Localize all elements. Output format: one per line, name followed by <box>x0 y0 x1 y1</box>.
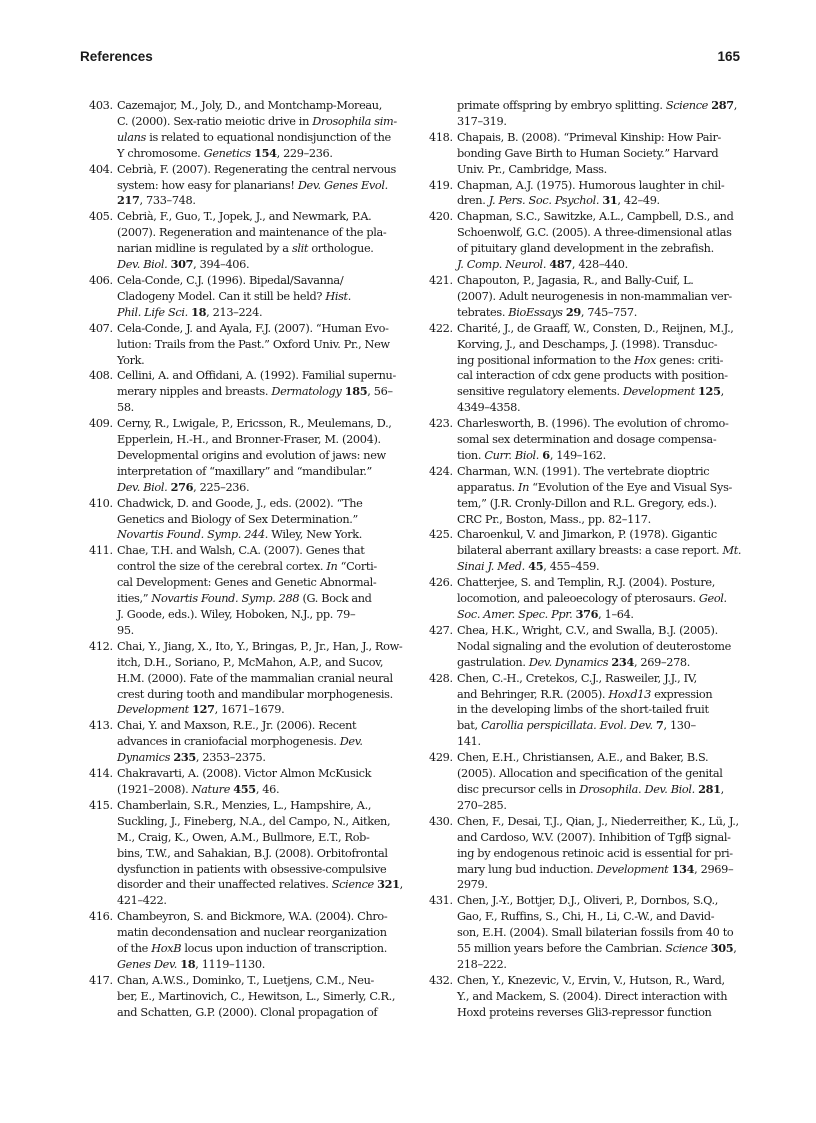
reference-line: Chen, C.-H., Cretekos, C.J., Rasweiler, J.J., IV, <box>457 671 697 685</box>
reference-number: 421. <box>429 273 453 287</box>
reference-line: Cladogeny Model. Can it still be held? Hist. <box>117 289 351 303</box>
reference-line: Charlesworth, B. (1996). The evolution of chromo- <box>457 417 729 431</box>
reference-line: Chen, F., Desai, T.J., Qian, J., Niederreither, K., Lü, J., <box>457 814 739 828</box>
reference-number: 412. <box>89 639 113 653</box>
reference-entry <box>429 893 741 973</box>
reference-line: apparatus. In “Evolution of the Eye and Visual Sys- <box>457 480 732 494</box>
reference-line: control the size of the cerebral cortex. In “Corti- <box>117 560 377 574</box>
reference-line: locomotion, and paleoecology of pterosaurs. Geol. <box>457 592 727 606</box>
reference-line: 218–222. <box>457 957 507 971</box>
reference-line: (1921–2008). Nature 455, 46. <box>117 781 280 796</box>
reference-line: Dynamics 235, 2353–2375. <box>117 750 266 765</box>
reference-line: M., Craig, K., Owen, A.M., Bullmore, E.T., Rob- <box>117 830 370 844</box>
reference-line: ber, E., Martinovich, C., Hewitson, L., Simerly, C.R., <box>117 989 396 1003</box>
reference-number: 407. <box>89 321 113 335</box>
reference-line: cal interaction of cdx gene products with position- <box>457 369 728 383</box>
reference-line: Chae, T.H. and Walsh, C.A. (2007). Genes that <box>117 544 365 558</box>
reference-line: matin decondensation and nuclear reorganization <box>117 926 387 940</box>
reference-line: cal Development: Genes and Genetic Abnormal- <box>117 576 377 590</box>
reference-line: advances in craniofacial morphogenesis. Dev. <box>117 735 363 749</box>
reference-number: 417. <box>89 973 113 987</box>
reference-line: bat, Carollia perspicillata. Evol. Dev. 7, 130– <box>457 718 696 733</box>
reference-line: York. <box>117 353 145 367</box>
reference-line: ulans is related to equational nondisjunction of the <box>117 130 391 144</box>
reference-entry <box>429 527 741 575</box>
reference-entry <box>89 909 401 973</box>
reference-line: 58. <box>117 401 134 415</box>
running-header <box>80 49 740 71</box>
reference-entry <box>89 798 401 909</box>
reference-line: Chai, Y., Jiang, X., Ito, Y., Bringas, P., Jr., Han, J., Row- <box>117 639 403 653</box>
reference-line: bins, T.W., and Sahakian, B.J. (2008). Orbitofrontal <box>117 846 388 860</box>
reference-line: son, E.H. (2004). Small bilaterian fossils from 40 to <box>457 926 734 940</box>
reference-line: somal sex determination and dosage compensa- <box>457 433 717 447</box>
reference-entry <box>89 209 401 273</box>
reference-number: 428. <box>429 671 453 685</box>
reference-line: Cela-Conde, J. and Ayala, F.J. (2007). “Human Evo- <box>117 321 389 335</box>
reference-line: Y., and Mackem, S. (2004). Direct interaction with <box>457 989 728 1003</box>
reference-line: Dev. Biol. 307, 394–406. <box>117 257 250 272</box>
reference-line: Schoenwolf, G.C. (2005). A three-dimensional atlas <box>457 226 732 240</box>
reference-line: and Behringer, R.R. (2005). Hoxd13 expression <box>457 687 713 701</box>
reference-entry <box>89 639 401 719</box>
reference-number: 418. <box>429 130 453 144</box>
reference-line: system: how easy for planarians! Dev. Genes Evol. <box>117 178 388 192</box>
reference-entry <box>429 671 741 751</box>
reference-number: 426. <box>429 576 453 590</box>
reference-line: Chadwick, D. and Goode, J., eds. (2002). “The <box>117 496 363 510</box>
reference-number: 415. <box>89 798 113 812</box>
reference-line: interpretation of “maxillary” and “mandibular.” <box>117 464 372 478</box>
reference-line: Cebrià, F., Guo, T., Jopek, J., and Newmark, P.A. <box>117 210 372 224</box>
reference-line: Chan, A.W.S., Dominko, T., Luetjens, C.M., Neu- <box>117 973 374 987</box>
reference-line: of the HoxB locus upon induction of transcription. <box>117 942 387 956</box>
reference-number: 422. <box>429 321 453 335</box>
reference-line: lution: Trails from the Past.” Oxford Univ. Pr., New <box>117 337 390 351</box>
reference-line: ing positional information to the Hox genes: criti- <box>457 353 724 367</box>
reference-line: 4349–4358. <box>457 401 521 415</box>
reference-line: Cela-Conde, C.J. (1996). Bipedal/Savanna/ <box>117 273 344 287</box>
reference-line: Charoenkul, V. and Jimarkon, P. (1978). Gigantic <box>457 528 717 542</box>
reference-entry <box>429 178 741 210</box>
reference-line: ities,” Novartis Found. Symp. 288 (G. Bock and <box>117 592 372 606</box>
reference-line: Sinai J. Med. 45, 455–459. <box>457 559 600 574</box>
reference-line: (2007). Adult neurogenesis in non-mammalian ver- <box>457 289 732 303</box>
reference-line: Cellini, A. and Offidani, A. (1992). Familial supernu- <box>117 369 396 383</box>
reference-line: Soc. Amer. Spec. Ppr. 376, 1–64. <box>457 607 634 621</box>
reference-line: 2979. <box>457 878 488 892</box>
reference-line: and Schatten, G.P. (2000). Clonal propagation of <box>117 1005 378 1019</box>
reference-line: Hoxd proteins reverses Gli3-repressor function <box>457 1005 712 1019</box>
reference-entry <box>89 368 401 416</box>
reference-entry <box>89 718 401 766</box>
reference-line: Cerny, R., Lwigale, P., Ericsson, R., Meulemans, D., <box>117 417 392 431</box>
reference-line: 270–285. <box>457 798 507 812</box>
reference-line: Dev. Biol. 276, 225–236. <box>117 479 250 494</box>
reference-line: Phil. Life Sci. 18, 213–224. <box>117 304 263 319</box>
reference-entry <box>89 543 401 638</box>
reference-line: Cazemajor, M., Joly, D., and Montchamp-Moreau, <box>117 99 382 112</box>
reference-line: 317–319. <box>457 114 507 128</box>
reference-line: Development 127, 1671–1679. <box>117 702 285 717</box>
reference-line: Chapman, A.J. (1975). Humorous laughter in chil- <box>457 178 725 192</box>
reference-line: Chapouton, P., Jagasia, R., and Bally-Cuif, L. <box>457 273 694 287</box>
reference-line: itch, D.H., Soriano, P., McMahon, A.P., and Sucov, <box>117 655 384 669</box>
reference-line: Chapman, S.C., Sawitzke, A.L., Campbell, D.S., and <box>457 210 734 224</box>
reference-entry <box>89 273 401 321</box>
reference-line: Chambeyron, S. and Bickmore, W.A. (2004). Chro- <box>117 910 388 924</box>
reference-line: CRC Pr., Boston, Mass., pp. 82–117. <box>457 512 651 526</box>
reference-entry <box>89 321 401 369</box>
reference-line: disc precursor cells in Drosophila. Dev. Biol. 281, <box>457 781 724 796</box>
reference-entry <box>429 273 741 321</box>
reference-line: Epperlein, H.-H., and Bronner-Fraser, M. (2004). <box>117 433 381 447</box>
reference-line: in the developing limbs of the short-tailed fruit <box>457 703 709 717</box>
reference-entry <box>429 130 741 178</box>
reference-line: sensitive regulatory elements. Development 125, <box>457 384 724 399</box>
reference-entry <box>89 162 401 210</box>
reference-entry <box>429 321 741 416</box>
reference-line: bonding Gave Birth to Human Society.” Harvard <box>457 146 719 160</box>
reference-line: Chamberlain, S.R., Menzies, L., Hampshire, A., <box>117 798 372 812</box>
reference-number: 416. <box>89 910 113 924</box>
reference-entry <box>89 98 401 162</box>
reference-number: 406. <box>89 273 113 287</box>
reference-number: 403. <box>89 99 113 112</box>
reference-line: Charman, W.N. (1991). The vertebrate dioptric <box>457 464 710 478</box>
reference-line: dysfunction in patients with obsessive-compulsive <box>117 862 387 876</box>
reference-line: merary nipples and breasts. Dermatology 185, 56– <box>117 384 393 399</box>
reference-entry <box>89 973 401 1021</box>
left-column <box>89 98 401 1021</box>
reference-entry <box>429 209 741 273</box>
reference-line: Y chromosome. Genetics 154, 229–236. <box>117 145 333 160</box>
reference-line: 217, 733–748. <box>117 193 196 208</box>
reference-entry <box>89 766 401 798</box>
reference-line: Chatterjee, S. and Templin, R.J. (2004). Posture, <box>457 576 715 590</box>
reference-line: Cebrià, F. (2007). Regenerating the central nervous <box>117 162 396 176</box>
reference-line: Chen, E.H., Christiansen, A.E., and Baker, B.S. <box>457 751 709 765</box>
reference-line: Suckling, J., Fineberg, N.A., del Campo, N., Aitken, <box>117 814 391 828</box>
reference-line: and Cardoso, W.V. (2007). Inhibition of Tgfβ signal- <box>457 830 731 844</box>
reference-line: of pituitary gland development in the zebrafish. <box>457 242 714 256</box>
reference-line: Gao, F., Ruffins, S., Chi, H., Li, C.-W., and David- <box>457 910 715 924</box>
reference-line: dren. J. Pers. Soc. Psychol. 31, 42–49. <box>457 193 660 208</box>
reference-line: disorder and their unaffected relatives. Science 321, <box>117 877 403 892</box>
reference-number: 413. <box>89 719 113 733</box>
reference-line: Korving, J., and Deschamps, J. (1998). Transduc- <box>457 337 718 351</box>
reference-line: Genetics and Biology of Sex Determination.” <box>117 512 358 526</box>
reference-line: J. Goode, eds.). Wiley, Hoboken, N.J., pp. 79– <box>117 608 356 621</box>
reference-line: Chakravarti, A. (2008). Victor Almon McKusick <box>117 767 372 781</box>
reference-number: 424. <box>429 464 453 478</box>
reference-entry <box>429 750 741 814</box>
reference-line: 141. <box>457 735 481 749</box>
reference-line: (2005). Allocation and specification of the genital <box>457 767 723 781</box>
reference-number: 408. <box>89 369 113 383</box>
reference-line: Developmental origins and evolution of jaws: new <box>117 448 386 462</box>
reference-line: crest during tooth and mandibular morphogenesis. <box>117 687 393 701</box>
reference-entry <box>89 496 401 544</box>
reference-line: 421–422. <box>117 894 167 908</box>
reference-line: ing by endogenous retinoic acid is essential for pri- <box>457 846 733 860</box>
reference-line: C. (2000). Sex-ratio meiotic drive in Drosophila sim- <box>117 114 397 128</box>
reference-line: Genes Dev. 18, 1119–1130. <box>117 956 265 971</box>
reference-number: 429. <box>429 751 453 765</box>
reference-line: Chen, J.-Y., Bottjer, D.J., Oliveri, P., Dornbos, S.Q., <box>457 894 718 908</box>
reference-number: 419. <box>429 178 453 192</box>
reference-line: Chen, Y., Knezevic, V., Ervin, V., Hutson, R., Ward, <box>457 973 725 987</box>
reference-line: primate offspring by embryo splitting. Science 287, <box>457 98 738 112</box>
right-column <box>429 98 741 1021</box>
reference-entry <box>429 814 741 894</box>
reference-number: 430. <box>429 814 453 828</box>
reference-line: narian midline is regulated by a slit orthologue. <box>117 242 374 256</box>
reference-line: Univ. Pr., Cambridge, Mass. <box>457 162 607 176</box>
reference-entry <box>429 464 741 528</box>
reference-number: 404. <box>89 162 113 176</box>
reference-number: 405. <box>89 210 113 224</box>
reference-line: gastrulation. Dev. Dynamics 234, 269–278. <box>457 654 690 669</box>
reference-line: mary lung bud induction. Development 134, 2969– <box>457 861 734 876</box>
reference-number: 409. <box>89 417 113 431</box>
reference-number: 420. <box>429 210 453 224</box>
reference-number: 427. <box>429 623 453 637</box>
reference-line: 55 million years before the Cambrian. Science 305, <box>457 941 737 956</box>
reference-line: Chai, Y. and Maxson, R.E., Jr. (2006). Recent <box>117 719 357 733</box>
reference-number: 414. <box>89 767 113 781</box>
reference-line: tion. Curr. Biol. 6, 149–162. <box>457 447 606 462</box>
reference-entry <box>89 416 401 496</box>
reference-number: 423. <box>429 417 453 431</box>
section-title: References <box>80 49 153 64</box>
reference-line: Chea, H.K., Wright, C.V., and Swalla, B.J. (2005). <box>457 623 718 637</box>
reference-continuation <box>429 98 741 130</box>
reference-line: tem,” (J.R. Cronly-Dillon and R.L. Gregory, eds.). <box>457 496 717 510</box>
reference-number: 425. <box>429 528 453 542</box>
reference-line: Charité, J., de Graaff, W., Consten, D., Reijnen, M.J., <box>457 321 734 335</box>
reference-line: 95. <box>117 623 134 637</box>
reference-line: Novartis Found. Symp. 244. Wiley, New York. <box>117 528 363 542</box>
reference-line: J. Comp. Neurol. 487, 428–440. <box>457 257 628 272</box>
reference-entry <box>429 623 741 671</box>
reference-number: 432. <box>429 973 453 987</box>
reference-number: 410. <box>89 496 113 510</box>
reference-line: Nodal signaling and the evolution of deuterostome <box>457 639 731 653</box>
reference-line: bilateral aberrant axillary breasts: a case report. Mt. <box>457 544 742 558</box>
reference-line: tebrates. BioEssays 29, 745–757. <box>457 304 637 319</box>
reference-entry <box>429 416 741 464</box>
reference-number: 431. <box>429 894 453 908</box>
reference-line: (2007). Regeneration and maintenance of the pla- <box>117 226 387 240</box>
reference-line: Chapais, B. (2008). “Primeval Kinship: How Pair- <box>457 130 721 144</box>
reference-entry <box>429 575 741 623</box>
reference-number: 411. <box>89 544 113 558</box>
reference-entry <box>429 973 741 1021</box>
reference-line: H.M. (2000). Fate of the mammalian cranial neural <box>117 671 393 685</box>
page-number: 165 <box>717 49 740 64</box>
